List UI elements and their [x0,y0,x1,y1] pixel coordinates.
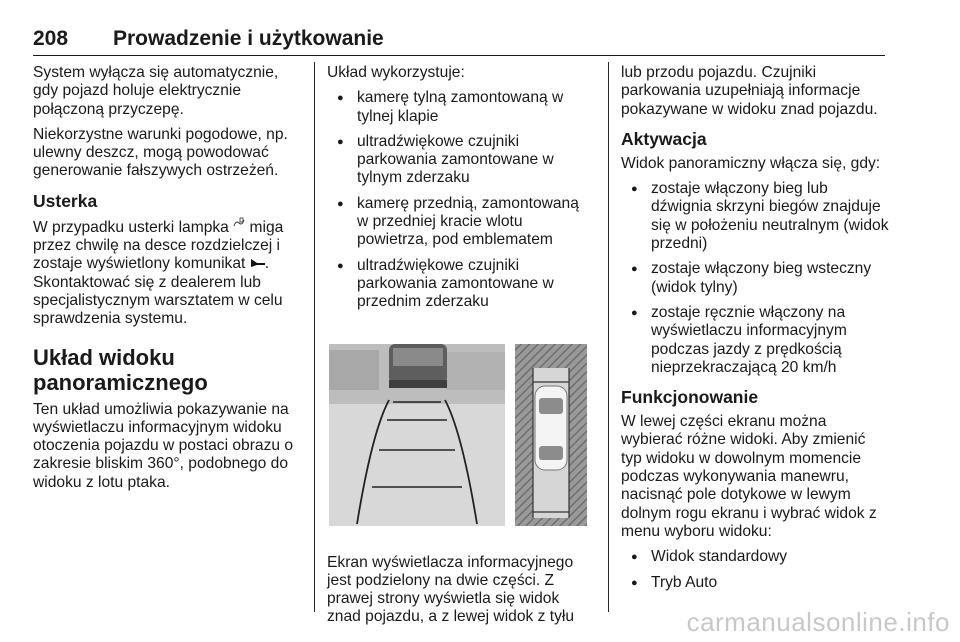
list-item: ● zostaje włączony bieg wsteczny (widok tylny) [621,260,889,297]
activation-list [621,180,889,377]
list-item: ● ultradźwiękowe czujniki parkowania zamontowane w tylnym zderzaku [327,133,589,188]
column-divider-1 [314,62,315,612]
list-item: ● zostaje ręcznie włączony na wyświetlaczu informacyjnym podczas jazdy z prędkością nieprzekraczającą 20 km/h [621,304,889,377]
rear-camera-view [329,344,505,526]
message-icon [250,255,265,265]
paragraph-system-uses: Układ wykorzystuje: [327,64,465,81]
view-list [621,548,889,592]
watermark: carmanualsonline.info [686,607,950,637]
warning-lamp-icon [233,217,245,235]
list-item: ● Widok standardowy [621,548,889,566]
paragraph-sensors: lub przodu pojazdu. Czujniki parkowania uzupełniają informacje pokazywane w widoku znad pojazdu. [621,64,878,118]
paragraph-display-split: Ekran wyświetlacza informacyjnego jest podzielony na dwie części. Z prawej strony wyświetla się widok znad pojazdu, a z lewej widok z tyłu [327,553,575,626]
list-item: ● kamerę przednią, zamontowaną w przedniej kracie wlotu powietrza, pod emblematem [327,195,589,250]
page-title: Prowadzenie i użytkowanie [113,27,384,50]
list-item: ● ultradźwiękowe czujniki parkowania zamontowane w przednim zderzaku [327,257,589,312]
paragraph-fault: W przypadku usterki lampka miga przez chwilę na desce rozdzielczej i zostaje wyświetlony komunikat . Skontaktować się z dealerem lub specjalistycznym warsztatem w celu sprawdzenia systemu. [33,218,284,328]
paragraph-panoramic-intro: Ten układ umożliwia pokazywanie na wyświetlaczu informacyjnym widoku otoczenia pojazdu w postaci obrazu o zakresie bliskim 360°, podobnego do widoku z lotu ptaka. [33,400,294,491]
heading-funkcjonowanie: Funkcjonowanie [621,387,759,408]
column-right [621,64,889,599]
column-left [33,64,301,499]
list-item: ● zostaje włączony bieg lub dźwignia skrzyni biegów znajduje się w położeniu neutralnym (widok przedni) [621,180,889,253]
components-list [327,89,589,311]
paragraph-trailer: System wyłącza się automatycznie, gdy pojazd holuje elektrycznie połączoną przyczepę. [33,64,279,118]
panoramic-display-illustration [327,342,589,528]
paragraph-weather: Niekorzystne warunki pogodowe, np. ulewny deszcz, mogą powodować generowanie fałszywych ostrzeżeń. [33,125,288,180]
heading-usterka: Usterka [33,190,98,211]
column-divider-2 [608,62,609,612]
heading-aktywacja: Aktywacja [621,128,707,149]
top-view [515,344,587,526]
list-item: ● kamerę tylną zamontowaną w tylnej klapie [327,89,589,126]
paragraph-activation-intro: Widok panoramiczny włącza się, gdy: [621,154,881,172]
list-item: ● Tryb Auto [621,574,889,592]
heading-panoramic: Układ widoku panoramicznego [33,344,208,395]
column-middle [327,64,589,634]
page-header [33,22,885,56]
paragraph-functioning: W lewej części ekranu można wybierać różne widoki. Aby zmienić typ widoku w dowolnym momencie podczas wykonywania manewru, nacisnąć pole dotykowe w lewym dolnym rogu ekranu i wybrać widok z menu wyboru widoku: [621,413,877,540]
page-number: 208 [33,27,69,50]
